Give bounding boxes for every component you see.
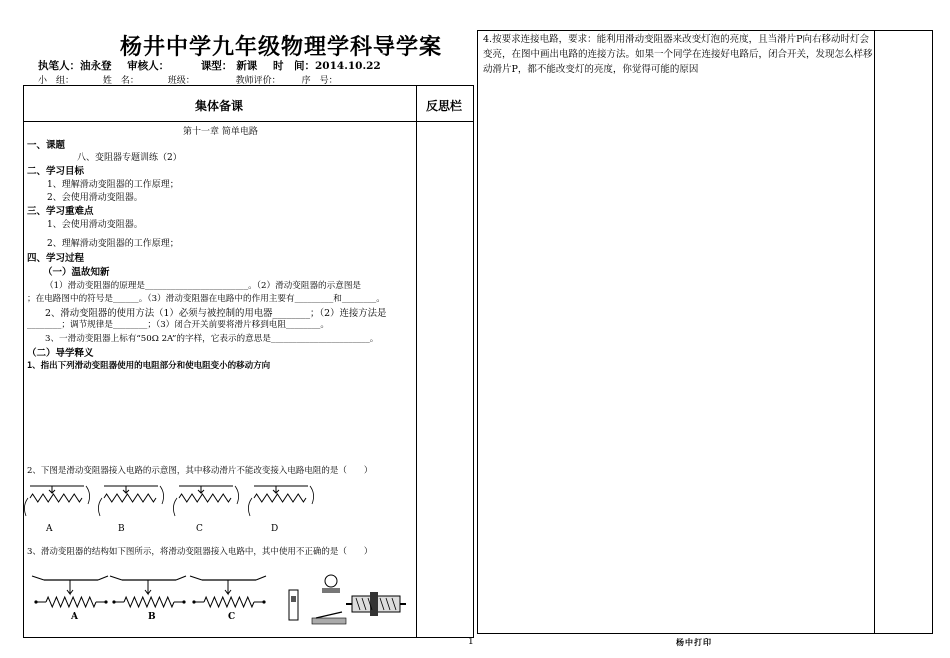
switch-icon [312,612,346,624]
lesson-type: 课型： 新课 [200,60,258,72]
col-header-main: 集体备课 [195,99,244,113]
teacher-eval-label: 教师评价： [235,76,281,86]
review-line: （1）滑动变阻器的原理是________________________。（2）滑动变阻器的示意图是 [45,281,362,291]
section-process: 四、学习过程 [27,253,85,264]
topic-text: 八、变阻器专题训练（2） [77,153,182,163]
reflection-divider [416,85,417,638]
table-header-divider [23,121,474,122]
review-line: 3、一滑动变阻器上标有“50Ω 2A”的字样，它表示的意思是_______________________。 [45,334,379,344]
rheostat-photo-icon [346,592,406,616]
q2-option-a: A [46,524,53,534]
section-goals: 二、学习目标 [27,166,85,177]
question-1: 1、指出下列滑动变阻器使用的电阻部分和使电阻变小的移动方向 [27,361,271,371]
q2-rheostat-a [24,486,89,516]
page-number: 1 [468,637,474,647]
review-line: ；在电路图中的符号是______。（3）滑动变阻器在电路中的作用主要有_________和________。 [27,294,385,304]
group-label: 小 组： [38,76,75,86]
section-key-points: 三、学习重难点 [27,206,94,217]
q3-rheostat-c [190,576,266,607]
name-label: 姓 名： [102,76,139,86]
goal-item: 2、会使用滑动变阻器。 [47,193,143,203]
seq-label: 序 号： [301,76,338,86]
q3-option-c: C [228,612,236,622]
section-topic: 一、课题 [27,140,66,151]
key-point-item: 2、理解滑动变阻器的工作原理； [47,239,179,249]
reviewer-label: 审核人： [127,60,170,72]
q2-option-b: B [118,524,125,534]
key-point-item: 1、会使用滑动变阻器。 [47,220,143,230]
battery-icon [289,590,298,620]
q3-option-b: B [148,612,156,622]
q2-rheostat-d [248,486,313,516]
review-line: 2、滑动变阻器的使用方法（1）必须与被控制的用电器________；（2）连接方法是 [45,308,387,319]
q2-option-c: C [196,524,203,534]
right-answer-table [477,30,933,634]
subsection-review: （一）温故知新 [43,267,110,278]
q3-rheostat-b [110,576,186,607]
q2-option-d: D [271,524,279,534]
class-label: 班级： [167,76,195,86]
document-title: 杨井中学九年级物理学科导学案 [120,34,443,60]
question-3: 3、滑动变阻器的结构如下图所示，将滑动变阻器接入电路中，其中使用不正确的是（ ） [27,547,373,557]
question-2: 2、下图是滑动变阻器接入电路的示意图，其中移动滑片不能改变接入电路电阻的是（ ） [27,466,373,476]
review-line: ________；调节规律是________；（3）闭合开关前要将滑片移到电阻________。 [27,320,329,330]
lamp-icon [322,575,340,593]
q3-rheostat-figures [30,568,420,634]
printer-credit: 杨中打印 [676,637,712,647]
q2-rheostat-c [173,486,238,516]
goal-item: 1、理解滑动变阻器的工作原理； [47,180,179,190]
author-info-row [38,58,393,73]
chapter-title: 第十一章 简单电路 [183,127,258,137]
q3-option-a: A [71,612,78,622]
q3-rheostat-a [32,576,108,607]
right-reflection-divider [874,30,875,634]
col-header-reflection: 反思栏 [426,99,463,113]
subsection-guided: （二）导学释义 [27,348,94,359]
question-4: 4.按要求连接电路，要求：能利用滑动变阻器来改变灯泡的亮度，且当滑片P向右移动时灯会变亮，在图中画出电路的连接方法。如果一个同学在连接好电路后，闭合开关，发现怎么样移动滑片P，都不能改变灯的亮度，你觉得可能的原因 [483,34,873,75]
q2-rheostat-b [98,486,163,516]
date: 时 间：2014.10.22 [272,60,381,72]
author-label: 执笔人：油永登 [38,60,112,72]
